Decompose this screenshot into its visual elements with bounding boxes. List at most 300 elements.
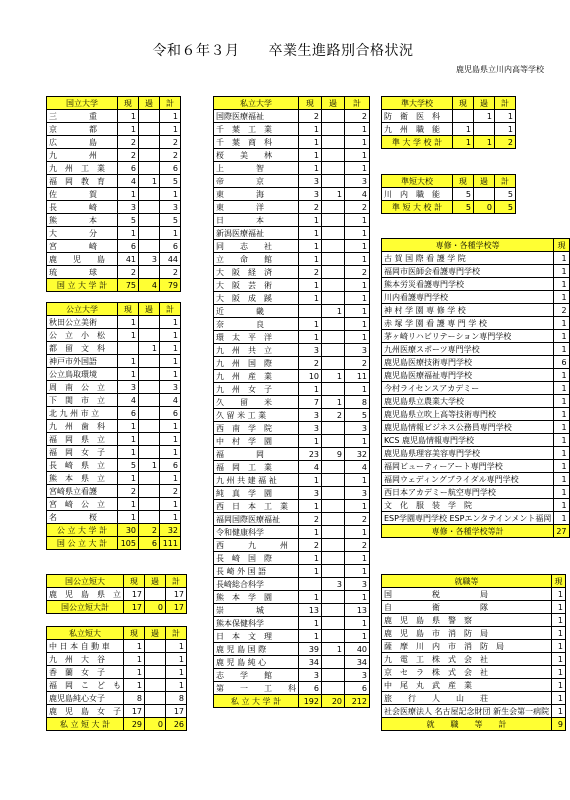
table-cell: 1 <box>554 447 569 460</box>
table-cell: 計 <box>160 303 181 316</box>
table-cell: 1 <box>118 511 139 524</box>
table-cell: 1 <box>345 435 370 448</box>
table-cell <box>299 578 322 591</box>
table-cell <box>322 669 345 682</box>
table-row <box>214 292 370 305</box>
table-row <box>214 474 370 487</box>
table-cell: 1 <box>474 136 495 149</box>
table-row <box>47 472 181 485</box>
table-row <box>214 344 370 357</box>
table-cell: 計 <box>345 97 370 110</box>
table-cell: 大 阪 成 蹊 <box>214 292 299 305</box>
table-cell: 1 <box>160 472 181 485</box>
table-cell: 6 <box>118 162 139 175</box>
table-cell: 長 崎 国 際 <box>214 552 299 565</box>
table-cell: 2 <box>495 136 516 149</box>
table-row <box>382 640 566 653</box>
table-header-row <box>47 575 187 588</box>
table-cell: 1 <box>453 136 474 149</box>
table-cell: 1 <box>322 396 345 409</box>
table-cell: 1 <box>160 227 181 240</box>
table-cell: 6 <box>160 459 181 472</box>
table-cell: 公 立 小 松 <box>47 329 118 342</box>
table-cell <box>322 136 345 149</box>
table-cell <box>322 422 345 435</box>
table-cell: 23 <box>299 448 322 461</box>
table-cell: 国 立 大 学 計 <box>47 279 118 292</box>
table-row <box>47 110 181 123</box>
table-row <box>47 381 181 394</box>
table-row <box>47 240 181 253</box>
table-cell: 1 <box>299 630 322 643</box>
table-cell: 1 <box>552 705 566 718</box>
table-cell: 過 <box>145 575 166 588</box>
table-cell: 1 <box>160 329 181 342</box>
semi-junior-college-table <box>381 174 516 214</box>
table-row <box>382 395 570 408</box>
table-row <box>382 601 566 614</box>
table-cell: 川 内 職 能 <box>382 188 453 201</box>
table-cell: 1 <box>345 500 370 513</box>
table-cell: 現 <box>554 239 569 252</box>
table-cell: 文 化 服 装 学 院 <box>382 499 554 512</box>
table-cell: 1 <box>118 110 139 123</box>
table-row <box>214 162 370 175</box>
table-cell: 3 <box>345 422 370 435</box>
table-cell: 1 <box>453 123 474 136</box>
table-cell: 1 <box>299 565 322 578</box>
table-cell: 中 村 学 園 <box>214 435 299 448</box>
table-cell <box>145 692 166 705</box>
table-cell: 17 <box>124 601 145 614</box>
table-cell <box>139 266 160 279</box>
table-cell: 準大学校 <box>382 97 453 110</box>
table-cell: 2 <box>299 513 322 526</box>
table-row <box>382 666 566 679</box>
table-cell: 1 <box>552 679 566 692</box>
table-cell <box>145 705 166 718</box>
table-row <box>214 552 370 565</box>
table-cell: 京 都 <box>47 123 118 136</box>
table-row <box>382 382 570 395</box>
table-cell <box>139 110 160 123</box>
table-row <box>47 640 187 653</box>
table-cell: 4 <box>299 461 322 474</box>
table-cell: 1 <box>160 368 181 381</box>
table-row <box>47 227 181 240</box>
table-header-row <box>382 239 570 252</box>
table-row <box>214 201 370 214</box>
table-cell: 1 <box>345 149 370 162</box>
table-row <box>382 486 570 499</box>
table-cell: 1 <box>554 265 569 278</box>
table-cell: 中 尾 丸 武 産 業 <box>382 679 552 692</box>
table-row <box>382 330 570 343</box>
table-cell: 1 <box>554 512 569 525</box>
table-cell: 計 <box>166 627 187 640</box>
table-row <box>382 499 570 512</box>
table-cell: 周 南 公 立 <box>47 381 118 394</box>
table-row <box>382 447 570 460</box>
table-cell: 1 <box>322 305 345 318</box>
table-cell: 鹿 児 島 県 警 察 <box>382 614 552 627</box>
table-cell <box>322 513 345 526</box>
table-cell <box>145 588 166 601</box>
table-cell <box>322 318 345 331</box>
table-cell: 神 村 学 園 専 修 学 校 <box>382 304 554 317</box>
table-cell: 2 <box>345 201 370 214</box>
table-cell: 1 <box>495 123 516 136</box>
table-cell: 近 畿 <box>214 305 299 318</box>
table-cell: 千 葉 商 科 <box>214 136 299 149</box>
table-cell: 大 阪 経 済 <box>214 266 299 279</box>
table-cell: 0 <box>145 601 166 614</box>
table-cell <box>322 630 345 643</box>
table-cell: 1 <box>299 435 322 448</box>
table-cell: 26 <box>166 718 187 731</box>
table-cell <box>322 253 345 266</box>
table-row <box>382 408 570 421</box>
table-cell: 1 <box>322 188 345 201</box>
table-cell: 1 <box>160 420 181 433</box>
table-cell: 1 <box>299 331 322 344</box>
table-cell <box>139 381 160 394</box>
table-cell: 4 <box>345 461 370 474</box>
table-cell: 現 <box>552 575 566 588</box>
table-cell: 公 立 大 学 計 <box>47 524 118 537</box>
table-row <box>214 227 370 240</box>
table-cell: 20 <box>322 695 345 708</box>
table-cell: 1 <box>345 474 370 487</box>
table-cell <box>139 136 160 149</box>
table-row <box>214 669 370 682</box>
table-cell: 1 <box>160 110 181 123</box>
table-cell: 1 <box>299 474 322 487</box>
table-cell <box>322 331 345 344</box>
table-cell: 純 真 学 園 <box>214 487 299 500</box>
table-row <box>47 588 187 601</box>
table-row <box>382 343 570 356</box>
table-row <box>47 175 181 188</box>
table-cell: 32 <box>345 448 370 461</box>
table-row <box>214 383 370 396</box>
table-row <box>214 331 370 344</box>
table-cell <box>322 279 345 292</box>
table-total-row <box>47 601 187 614</box>
table-cell: 鹿 児 島 女 子 <box>47 705 124 718</box>
table-cell: 40 <box>345 643 370 656</box>
table-total-row <box>214 695 370 708</box>
table-cell: 1 <box>118 316 139 329</box>
table-cell: 0 <box>145 718 166 731</box>
table-cell <box>322 227 345 240</box>
table-cell: 3 <box>299 422 322 435</box>
table-cell: 1 <box>554 278 569 291</box>
table-cell <box>322 526 345 539</box>
table-cell: 1 <box>554 369 569 382</box>
table-cell <box>322 591 345 604</box>
table-row <box>382 434 570 447</box>
table-cell: 鹿児島県理容美容専門学校 <box>382 447 554 460</box>
table-cell: 1 <box>299 591 322 604</box>
public-university-table <box>46 302 181 550</box>
table-cell <box>322 656 345 669</box>
table-cell: 茅ヶ崎リハビリテーション専門学校 <box>382 330 554 343</box>
table-cell: 2 <box>345 266 370 279</box>
table-cell <box>322 110 345 123</box>
table-cell: 1 <box>299 383 322 396</box>
table-cell: 3 <box>299 669 322 682</box>
table-cell: 1 <box>160 355 181 368</box>
table-cell: 1 <box>118 227 139 240</box>
table-cell: 1 <box>160 342 181 355</box>
table-cell: 中 日 本 自 動 車 <box>47 640 124 653</box>
table-cell: 2 <box>299 201 322 214</box>
table-cell: 2 <box>139 524 160 537</box>
table-cell: 奈 良 <box>214 318 299 331</box>
table-cell <box>139 188 160 201</box>
table-cell <box>322 123 345 136</box>
table-cell: 佐 賀 <box>47 188 118 201</box>
table-row <box>214 578 370 591</box>
table-cell: 3 <box>118 381 139 394</box>
table-cell: 1 <box>552 640 566 653</box>
table-row <box>214 149 370 162</box>
table-row <box>214 617 370 630</box>
table-cell: 1 <box>124 666 145 679</box>
table-cell: 1 <box>299 240 322 253</box>
table-cell: 17 <box>124 588 145 601</box>
table-cell: 秋田公立美術 <box>47 316 118 329</box>
table-cell: 2 <box>345 513 370 526</box>
table-cell: 1 <box>345 305 370 318</box>
table-cell: 旅 行 人 山 荘 <box>382 692 552 705</box>
table-cell <box>145 666 166 679</box>
table-cell: 大 分 <box>47 227 118 240</box>
table-cell: 1 <box>495 110 516 123</box>
table-cell: 1 <box>118 472 139 485</box>
table-cell: 鹿 児 島 <box>47 253 118 266</box>
table-cell: 1 <box>552 614 566 627</box>
table-header-row <box>382 575 566 588</box>
table-cell <box>322 383 345 396</box>
table-cell: 1 <box>299 279 322 292</box>
table-row <box>47 433 181 446</box>
table-row <box>382 512 570 525</box>
table-cell: 熊 本 学 園 <box>214 591 299 604</box>
table-cell: 1 <box>118 355 139 368</box>
table-row <box>47 253 181 266</box>
table-cell <box>139 355 160 368</box>
table-cell: 社会医療法人 名古屋記念財団 新生会第一病院 <box>382 705 552 718</box>
table-total-row <box>382 136 516 149</box>
table-row <box>382 692 566 705</box>
table-cell: 13 <box>299 604 322 617</box>
table-cell: 立 命 館 <box>214 253 299 266</box>
table-cell: 鹿 児 島 市 消 防 局 <box>382 627 552 640</box>
table-cell: 1 <box>345 318 370 331</box>
table-total-row <box>47 279 181 292</box>
table-cell: 1 <box>345 240 370 253</box>
table-cell <box>322 292 345 305</box>
table-row <box>47 316 181 329</box>
table-cell: 鹿 児 島 純 心 <box>214 656 299 669</box>
table-cell: 環 太 平 洋 <box>214 331 299 344</box>
table-cell: 6 <box>118 240 139 253</box>
table-cell <box>145 653 166 666</box>
table-row <box>214 409 370 422</box>
table-cell: 宮崎県立看護 <box>47 485 118 498</box>
table-cell: 計 <box>160 97 181 110</box>
table-cell: 薩 摩 川 内 市 消 防 局 <box>382 640 552 653</box>
table-cell: 琉 球 <box>47 266 118 279</box>
table-cell: 西日本アカデミー航空専門学校 <box>382 486 554 499</box>
table-row <box>47 692 187 705</box>
table-cell: 福岡国際医療福祉 <box>214 513 299 526</box>
table-row <box>47 653 187 666</box>
table-cell: 1 <box>299 253 322 266</box>
table-cell: 3 <box>160 201 181 214</box>
table-cell: 8 <box>166 692 187 705</box>
table-row <box>214 630 370 643</box>
table-cell: 5 <box>118 214 139 227</box>
table-cell: 京 セ ラ 株 式 会 社 <box>382 666 552 679</box>
table-cell <box>139 407 160 420</box>
table-cell: 福 岡 県 立 <box>47 433 118 446</box>
table-cell: 1 <box>166 679 187 692</box>
table-cell: 新潟医療福祉 <box>214 227 299 240</box>
table-cell: 79 <box>160 279 181 292</box>
table-cell: 1 <box>299 526 322 539</box>
table-cell: 1 <box>299 136 322 149</box>
table-cell: 34 <box>345 656 370 669</box>
table-cell <box>322 604 345 617</box>
table-cell: 1 <box>118 368 139 381</box>
table-cell: 5 <box>160 214 181 227</box>
table-row <box>214 487 370 500</box>
table-cell: 1 <box>299 552 322 565</box>
table-cell: 1 <box>118 188 139 201</box>
table-row <box>47 329 181 342</box>
table-cell: 6 <box>345 682 370 695</box>
table-cell: 公立鳥取環境 <box>47 368 118 381</box>
table-cell: 30 <box>118 524 139 537</box>
table-row <box>214 266 370 279</box>
table-cell: 1 <box>552 692 566 705</box>
table-cell: 1 <box>345 136 370 149</box>
table-cell: 4 <box>118 175 139 188</box>
table-cell: 1 <box>299 123 322 136</box>
table-cell: 5 <box>495 201 516 214</box>
table-row <box>47 123 181 136</box>
table-cell: 1 <box>345 253 370 266</box>
table-cell: 計 <box>166 575 187 588</box>
table-cell <box>118 342 139 355</box>
table-total-row <box>382 201 516 214</box>
table-cell: 1 <box>554 499 569 512</box>
table-row <box>382 317 570 330</box>
table-cell <box>139 472 160 485</box>
table-cell: 日 本 文 理 <box>214 630 299 643</box>
table-cell: 1 <box>554 434 569 447</box>
table-cell: 1 <box>160 498 181 511</box>
table-cell <box>322 149 345 162</box>
table-cell: 福岡ビューティーアート専門学校 <box>382 460 554 473</box>
table-cell: 下 関 市 立 <box>47 394 118 407</box>
page-title: 令和６年３月 卒業生進路別合格状況 <box>152 43 414 59</box>
table-row <box>214 591 370 604</box>
table-cell: 九 州 <box>47 149 118 162</box>
table-cell: 6 <box>160 407 181 420</box>
table-row <box>382 653 566 666</box>
table-row <box>382 679 566 692</box>
table-cell: 国 公 立 大 計 <box>47 537 118 550</box>
table-header-row <box>47 627 187 640</box>
table-cell <box>139 240 160 253</box>
table-row <box>382 627 566 640</box>
table-cell: 過 <box>474 175 495 188</box>
table-cell: 1 <box>554 473 569 486</box>
table-cell <box>322 487 345 500</box>
table-cell: 17 <box>166 601 187 614</box>
table-cell: 過 <box>139 303 160 316</box>
table-cell: 2 <box>299 357 322 370</box>
table-cell: 1 <box>552 653 566 666</box>
table-cell <box>322 240 345 253</box>
table-cell: 宮 崎 公 立 <box>47 498 118 511</box>
table-cell: 9 <box>552 718 566 731</box>
semi-university-table <box>381 96 516 149</box>
table-cell: 3 <box>139 253 160 266</box>
table-cell: 西 日 本 工 業 <box>214 500 299 513</box>
table-cell: 3 <box>118 201 139 214</box>
table-cell: 千 葉 工 業 <box>214 123 299 136</box>
table-cell: 6 <box>160 162 181 175</box>
table-cell: 私立短大 <box>47 627 124 640</box>
table-cell: 1 <box>345 617 370 630</box>
table-cell: 福 岡 <box>214 448 299 461</box>
table-cell: 1 <box>139 459 160 472</box>
table-cell: 3 <box>299 487 322 500</box>
table-cell <box>322 617 345 630</box>
table-cell: 名 桜 <box>47 511 118 524</box>
table-cell: 2 <box>345 539 370 552</box>
table-row <box>382 278 570 291</box>
table-row <box>47 149 181 162</box>
table-cell: 1 <box>160 511 181 524</box>
table-cell <box>474 123 495 136</box>
table-row <box>47 266 181 279</box>
table-cell: 1 <box>139 175 160 188</box>
table-cell: 4 <box>118 394 139 407</box>
table-cell: 1 <box>160 123 181 136</box>
table-cell: 212 <box>345 695 370 708</box>
table-cell <box>322 539 345 552</box>
table-header-row <box>214 97 370 110</box>
table-row <box>382 252 570 265</box>
table-cell <box>322 344 345 357</box>
table-cell: 3 <box>299 188 322 201</box>
table-cell: 1 <box>124 640 145 653</box>
table-cell: 4 <box>139 279 160 292</box>
table-row <box>214 357 370 370</box>
private-junior-college-table <box>46 626 187 731</box>
table-cell: 現 <box>299 97 322 110</box>
table-cell: 105 <box>118 537 139 550</box>
table-cell: 1 <box>345 331 370 344</box>
table-row <box>47 511 181 524</box>
table-row <box>214 513 370 526</box>
